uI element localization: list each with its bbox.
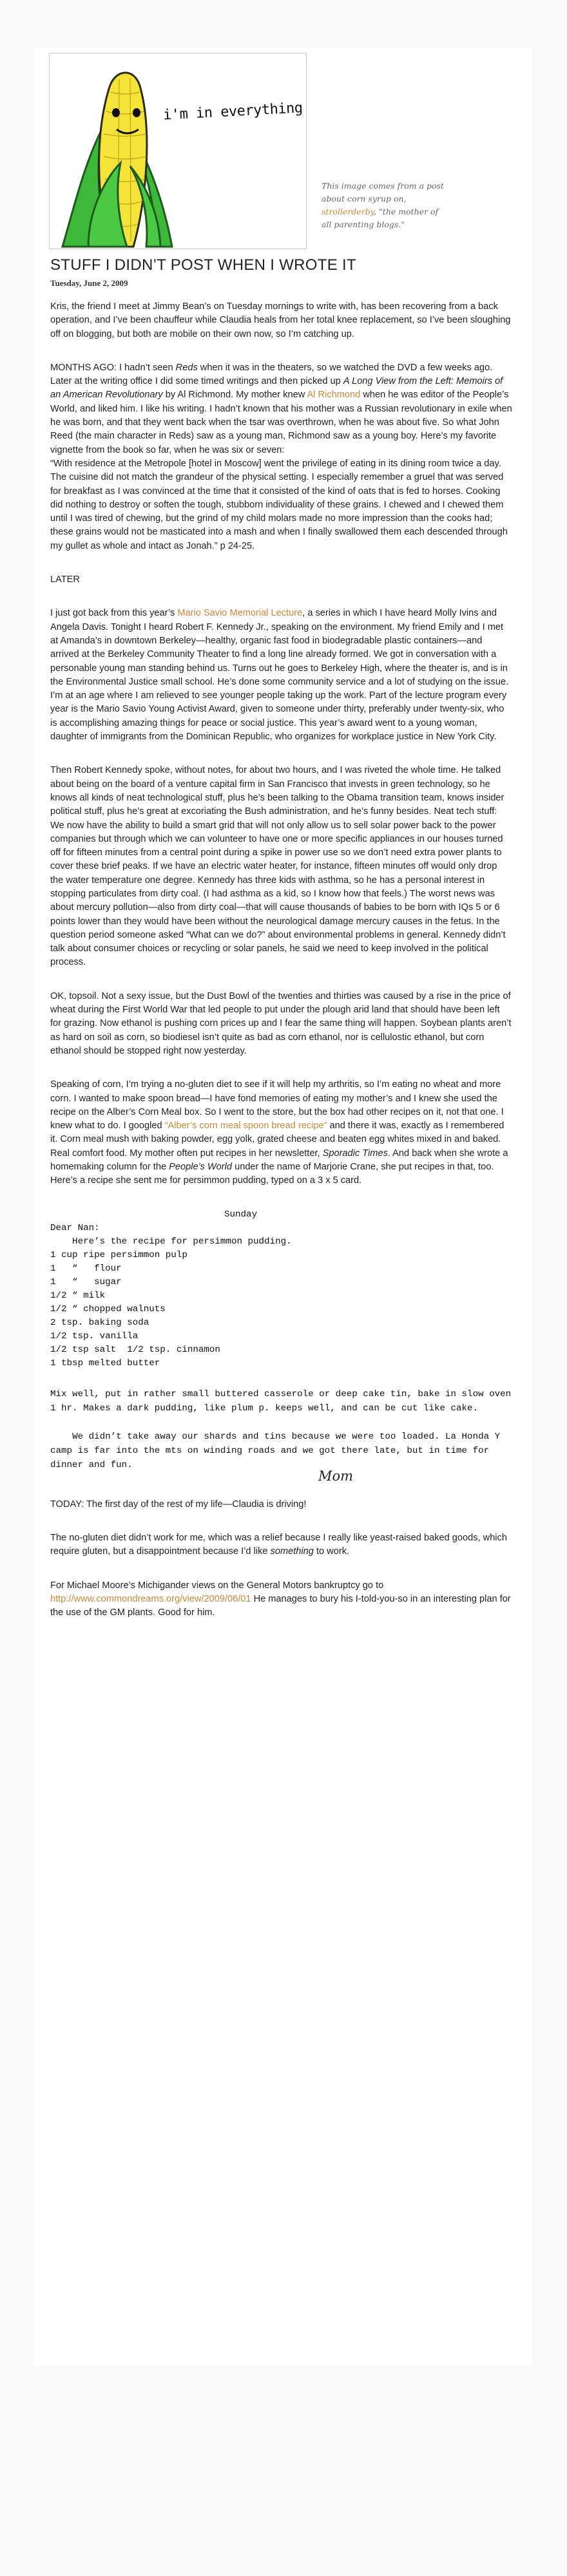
months-ago-paragraph — [50, 361, 512, 457]
al-richmond-link[interactable]: Al Richmond — [307, 390, 361, 401]
corn-tagline: i'm in everything — [162, 100, 303, 124]
months-ago-text-2: when it was in the theaters, so we watched the DVD a few weeks ago. Later at the writing office I did some timed writings and then picked up — [50, 362, 493, 387]
corn-text-4: under the name of Marjorie Crane, she put recipes in that, too. Here’s a recipe she sent me for persimmon pudding, typed on a 3 x 5 card. — [50, 1162, 494, 1186]
commondreams-link[interactable]: http://www.commondreams.org/view/2009/06/01 — [50, 1593, 251, 1604]
post-body-end — [50, 1498, 512, 1620]
moore-text-2: He manages to bury his I-told-you-so in an interesting plan for the use of the GM plants. Good for him. — [50, 1593, 511, 1618]
months-ago-text-3: by Al Richmond. My mother knew — [162, 390, 307, 401]
corn-text-1: Speaking of corn, I’m trying a no-gluten diet to see if it will help my arthritis, so I’m eating no wheat and more corn. I wanted to make spoon bread—I have fond memories of eating my mother’s and I knew she used the recipe on the Alber’s Corn Meal box. So I went to the store, but the box had other recipes on it, not that one. I knew what to do. I googled — [50, 1079, 504, 1132]
ingredient-line: 2 tsp. baking soda — [50, 1317, 149, 1328]
caption-text-before: This image comes from a post about corn syrup on, — [322, 181, 444, 204]
later-text-2: , a series in which I have heard Molly Ivins and Angela Davis. Tonight I heard Robert F. Kennedy Jr., speaking on the environment. My friend Emily and I met at Amanda’s in downtown Berkeley—healthy, organic fast food in biodegradable plastic containers—and arrived at the Berkeley Community Theater to find a long line already formed. We got in conversation with a personable young man standing behind us. Turns out he goes to Berkeley High, where the theater is, and is in the Environmental Justice small school. He’s done some community service and a lot of studying on the issue. I’m at an age where I am relieved to see younger people taking up the work. Part of the lecture program every year is the Mario Savio Young Activist Award, given to someone under thirty, preferably under twenty-six, who is accomplishing amazing things for peace or social justice. This year’s award went to a young woman, daughter of immigrants from the Dominican Republic, who organizes for workplace justice in New York City. — [50, 608, 509, 743]
newsletter-title: Sporadic Times — [322, 1148, 388, 1159]
recipe-directions — [50, 1387, 512, 1472]
later-label: LATER — [50, 574, 80, 585]
recipe-card — [50, 1208, 512, 1370]
post-date: Tuesday, June 2, 2009 — [50, 278, 128, 288]
strollerderby-link[interactable]: strollerderby — [322, 207, 374, 216]
post-body — [50, 300, 512, 1188]
later-paragraph — [50, 607, 512, 744]
moore-text-1: For Michael Moore’s Michigander views on the General Motors bankruptcy go to — [50, 1580, 384, 1591]
corn-mascot-illustration — [50, 53, 306, 249]
post-header — [34, 48, 532, 254]
ingredient-line: 1 cup ripe persimmon pulp — [50, 1249, 187, 1260]
caption-text-after: , "the mother of all parenting blogs." — [322, 207, 439, 229]
ingredient-line: 1/2 “ chopped walnuts — [50, 1303, 166, 1314]
corn-text-3: . And back when she wrote a homemaking column for the — [50, 1148, 508, 1173]
topsoil-paragraph: OK, topsoil. Not a sexy issue, but the Dust Bowl of the twenties and thirties was caused by a rise in the price of wheat during the First World War that led people to put under the plough arid land that should have been left for grazing. Now ethanol is pushing corn prices up and I fear the same thing will happen. Soybean plants aren’t as hard on soil as corn, so biodiesel isn’t quite as bad as corn ethanol, nor is cellulostic ethanol, but corn ethanol should be stopped right now yesterday. — [50, 990, 512, 1056]
no-gluten-text-2: to work. — [313, 1546, 350, 1557]
moore-paragraph — [50, 1579, 512, 1620]
ingredient-line: 1 “ flour — [50, 1263, 122, 1274]
no-gluten-paragraph — [50, 1531, 512, 1559]
intro-paragraph: Kris, the friend I meet at Jimmy Bean’s on Tuesday mornings to write with, has been recovering from a back operation, and I’ve been chauffeur while Claudia heals from her total knee replacement, so I’ve been sloughing off on blogging, but both are mobile on their own now, so I’m catching up. — [50, 301, 511, 339]
later-text-1: I just got back from this year’s — [50, 608, 178, 619]
ingredient-line: 1 “ sugar — [50, 1276, 122, 1287]
mario-savio-lecture-link[interactable]: Mario Savio Memorial Lecture — [177, 608, 303, 619]
corn-paragraph — [50, 1078, 512, 1188]
image-caption — [322, 180, 450, 231]
ingredient-line: 1/2 “ milk — [50, 1290, 106, 1301]
letter-greeting: Dear Nan: — [50, 1222, 100, 1233]
corn-text-2: and there it was, exactly as I remembered it. Corn meal mush with baking powder, egg yolk, grated cheese and beaten egg whites mixed in and baked. Real comfort food. My mother often put recipes in her newsletter, — [50, 1121, 505, 1159]
months-ago-text-1: MONTHS AGO: I hadn’t seen — [50, 362, 176, 373]
spoon-bread-recipe-link[interactable]: “Alber’s corn meal spoon bread recipe” — [164, 1121, 327, 1132]
kennedy-paragraph: Then Robert Kennedy spoke, without notes, for about two hours, and I was riveted the whole time. He talked about being on the board of a venture capital firm in San Francisco that invests in green technology, so he knows all kinds of neat technological stuff, plus he’s been talking to the Obama transition team, knows insider political stuff, plus he’s great at excoriating the Bush administration, and he’s funny besides. Neat tech stuff: We now have the ability to build a smart grid that will not only allow us to sell solar power back to the power companies but through which we can volunteer to have one or more specific appliances in our houses turned off for fifteen minutes from a central point during a spike in power use so we don’t need extra power plants to cover these brief peaks. If we have an electric water heater, for instance, fifteen minutes off would only drop the water temperature one degree. Kennedy has three kids with asthma, so he has a personal interest in stopping particulates from dirty coal. (I had asthma as a kid, so I know how that feels.) The worst news was about mercury pollution—also from dirty coal—that will cause thousands of babies to be born with IQs 5 or 6 points lower than they would have been without the neurological damage mercury causes in the fetus. In the question period someone asked “What can we do?” about environmental problems in general. Kennedy didn’t talk about consumer choices or recycling or solar panels, he said we need to keep involved in the political process. — [50, 765, 506, 968]
no-gluten-emphasis: something — [270, 1546, 314, 1557]
letter-closing: We didn’t take away our shards and tins because we were too loaded. La Honda Y camp is far into the mts on winding roads and we got there late, but in time for dinner and fun. — [50, 1431, 506, 1470]
ingredient-line: 1 tbsp melted butter — [50, 1358, 160, 1368]
months-ago-text-4: when he was editor of the People’s World, and liked him. I like his writing. I hadn’t known that his mother was a Russian revolutionary in exile when he was born, and that they went back when the tsar was overthrown, when he was about five. So what John Reed (the main character in Reds) saw as a young man, Richmond saw as a young boy. Here’s my favorite vignette from the book so far, when he was six or seven: — [50, 390, 512, 455]
blog-post-page — [34, 48, 532, 2366]
today-paragraph: TODAY: The first day of the rest of my life—Claudia is driving! — [50, 1499, 307, 1510]
letter-directions: Mix well, put in rather small buttered casserole or deep cake tin, bake in slow oven 1 hr. Makes a dark pudding, like plum p. keeps well, and can be cut like cake. — [50, 1388, 512, 1414]
post-title: STUFF I DIDN’T POST WHEN I WROTE IT — [50, 256, 356, 274]
newspaper-title: People’s World — [169, 1162, 233, 1173]
no-gluten-text-1: The no-gluten diet didn’t work for me, which was a relief because I really like yeast-raised baked goods, which require gluten, but a disappointment because I’d like — [50, 1532, 507, 1557]
book-title: A Long View from the Left: Memoirs of an American Revolutionary — [50, 376, 503, 401]
corn-cartoon-image — [49, 53, 307, 249]
letter-intro: Here’s the recipe for persimmon pudding. — [50, 1236, 292, 1247]
reds-title: Reds — [175, 362, 198, 373]
ingredient-line: 1/2 tsp salt 1/2 tsp. cinnamon — [50, 1344, 220, 1355]
letter-day: Sunday — [224, 1209, 258, 1220]
book-quote: “With residence at the Metropole [hotel in Moscow] went the privilege of eating in its dining room twice a day. The cuisine did not match the grandeur of the physical setting. I especially remember a gruel that was served for breakfast as I was convinced at the time that it consisted of the kind of oats that is fed to horses. Cooking did nothing to destroy or soften the tough, stubborn individuality of these grains. I chewed and I chewed them until I was tired of chewing, but the grind of my child molars made no more impression than the cooks had; these grains would not be masticated into a mash and when I finally swallowed them each descended through my gullet as whole and intact as Jonah.” p 24-25. — [50, 458, 508, 551]
ingredient-line: 1/2 tsp. vanilla — [50, 1331, 139, 1341]
letter-signoff: Mom — [318, 1468, 354, 1484]
